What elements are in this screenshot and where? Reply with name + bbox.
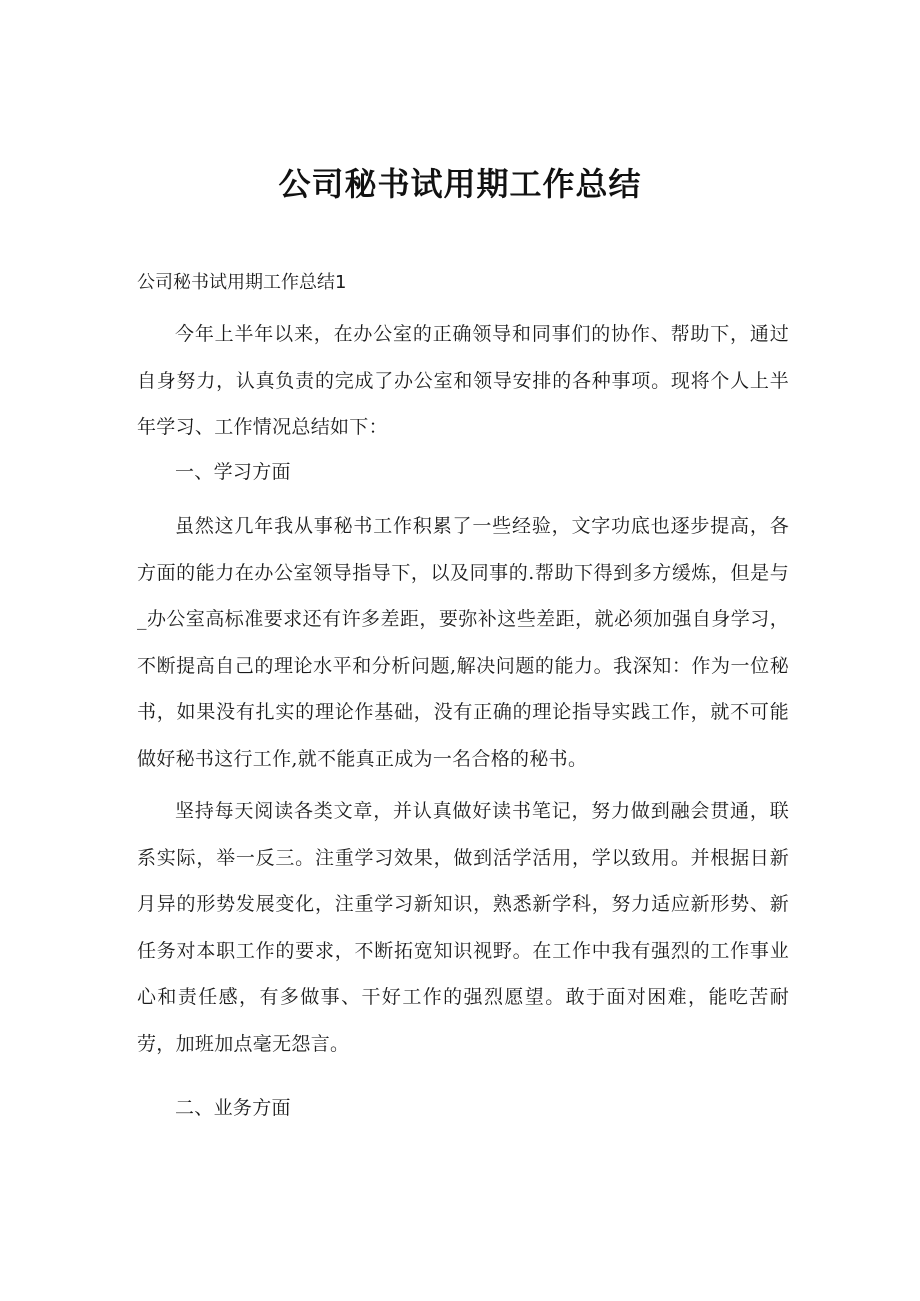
paragraph-intro: 今年上半年以来，在办公室的正确领导和同事们的协作、帮助下，通过自身努力，认真负责的完成了办公室和领导安排的各种事项。现将个人上半年学习、工作情况总结如下： <box>137 323 789 438</box>
document-subtitle: 公司秘书试用期工作总结1 <box>137 272 347 293</box>
paragraph-study-2: 坚持每天阅读各类文章，并认真做好读书笔记，努力做到融会贯通，联系实际，举一反三。注重学习效果，做到活学活用，学以致用。并根据日新月异的形势发展变化，注重学习新知识，熟悉新学科，努力适应新形势、新任务对本职工作的要求，不断拓宽知识视野。在工作中我有强烈的工作事业心和责任感，有多做事、干好工作的强烈愿望。敢于面对困难，能吃苦耐劳，加班加点毫无怨言。 <box>137 800 789 1055</box>
paragraph-study-1: 虽然这几年我从事秘书工作积累了一些经验，文字功底也逐步提高，各方面的能力在办公室领导指导下，以及同事的.帮助下得到多方缓炼，但是与_办公室高标准要求还有许多差距，要弥补这些差距，就必须加强自身学习，不断提高自己的理论水平和分析问题,解决问题的能力。我深知：作为一位秘书，如果没有扎实的理论作基础，没有正确的理论指导实践工作，就不可能做好秘书这行工作,就不能真正成为一名合格的秘书。 <box>137 515 789 770</box>
section-heading-business: 二、业务方面 <box>175 1097 291 1119</box>
document-title: 公司秘书试用期工作总结 <box>278 165 642 203</box>
section-heading-study: 一、学习方面 <box>175 461 291 483</box>
